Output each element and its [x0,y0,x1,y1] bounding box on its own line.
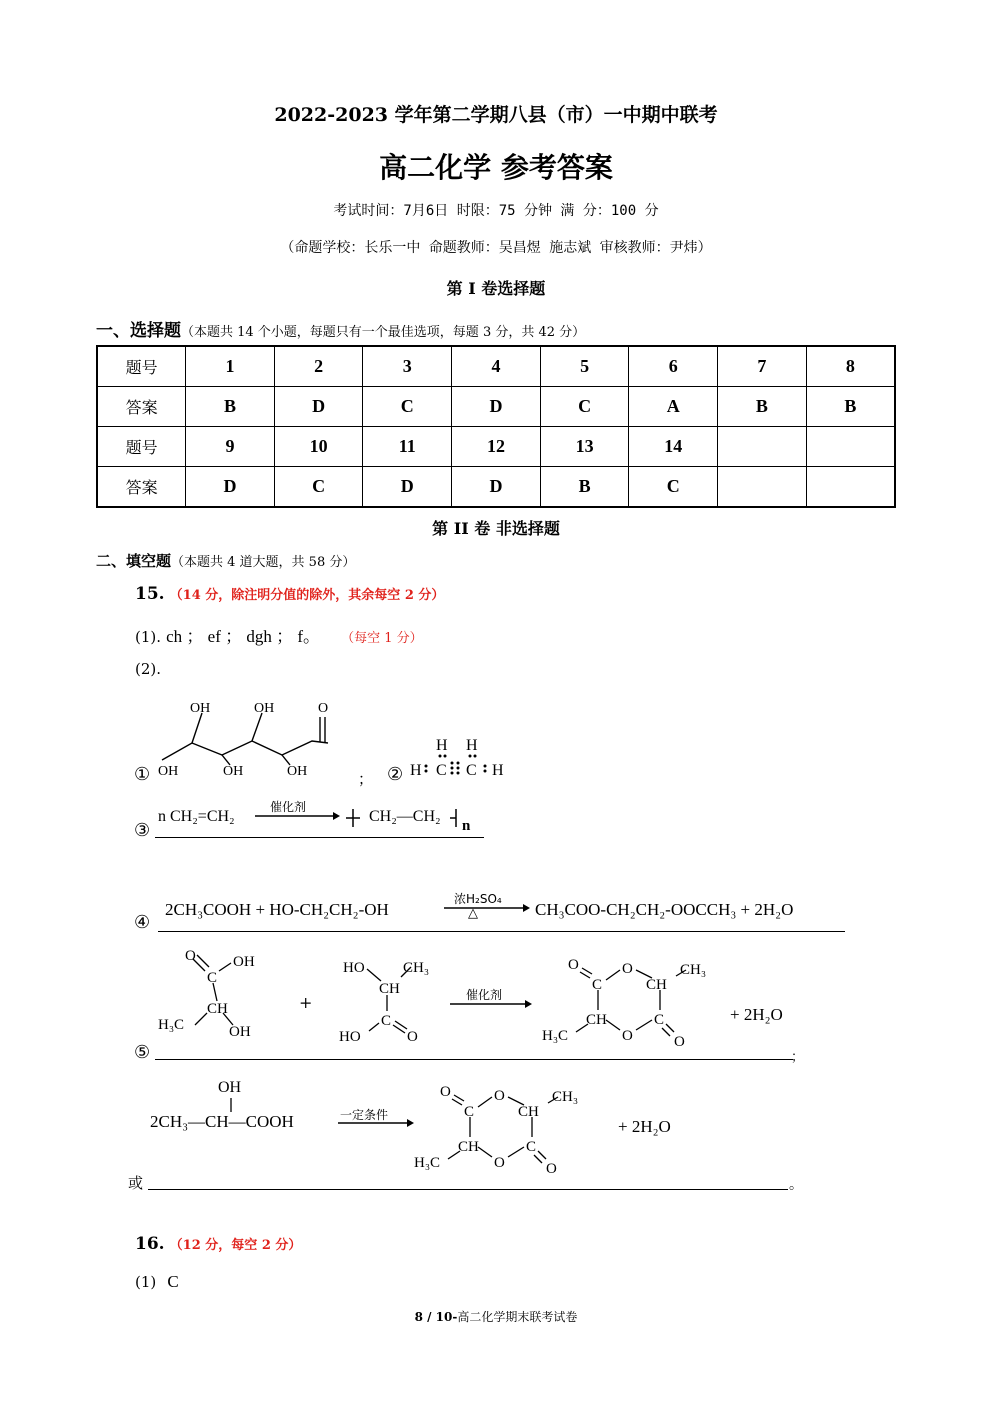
table-cell: B [186,387,275,427]
exam-info: 考试时间：7月6日 时限：75 分钟 满 分：100 分 [333,203,659,219]
table-cell: D [363,467,452,508]
eq3-right: CH₂—CH₂ [369,808,441,825]
eq5-plus: + [299,993,313,1012]
m1-oh2: OH [229,1024,251,1040]
answer-table [96,345,896,508]
ring1-ch2: CH [586,1012,607,1028]
table-cell: 10 [274,427,363,467]
part1-title: 第 I 卷选择题 [446,279,546,298]
circle-number-2: ② [387,764,404,785]
m1-o: O [185,948,196,964]
table-cell [806,467,895,508]
row-label: 题号 [97,427,186,467]
document-title: 高二化学 参考答案 [379,151,613,184]
glucose-oh-bot2: OH [223,764,244,779]
table-row [97,387,895,427]
table-cell: 7 [718,346,807,387]
table-cell: 1 [186,346,275,387]
table-cell: C [363,387,452,427]
eq3-arrow [255,810,340,822]
eq6-period: 。 [789,1177,803,1193]
page-footer [0,1308,992,1325]
ethylene-h-top1: H [436,737,448,754]
eq3-bracket-right [450,808,462,828]
m2-ch: CH [379,981,400,997]
table-cell: D [274,387,363,427]
m2-ho2: HO [339,1029,361,1045]
ethylene-c1: C [436,762,447,779]
eq4-right: CH₃COO-CH₂CH₂-OOCCH₃ + 2H₂O [535,900,794,919]
ring2-c1: C [464,1104,475,1120]
eq3-catalyst: 催化剂 [270,800,307,814]
table-cell: 2 [274,346,363,387]
ring2-o4: O [546,1161,557,1177]
m2-c: C [381,1013,392,1029]
table-cell: 6 [629,346,718,387]
table-cell: 5 [540,346,629,387]
q16-number: 16. [135,1234,165,1254]
table-cell: 8 [806,346,895,387]
q16-header [135,1234,301,1254]
ring2-c2: C [526,1139,537,1155]
table-cell: 9 [186,427,275,467]
eq6-oh: OH [218,1079,242,1096]
part2-title: 第 II 卷 非选择题 [432,519,560,538]
glucose-o: O [318,701,329,716]
answer-line [155,837,484,838]
ethylene-h-right: H [492,762,504,779]
page-number: 8 / 10- [414,1310,458,1324]
glucose-oh-bot1: OH [158,764,179,779]
table-cell: D [452,467,541,508]
circle-number-1: ① [134,764,151,785]
m2-ch3: CH₃ [403,960,430,976]
ring2-ch3: CH₃ [552,1089,579,1105]
eq6-arrow [338,1117,414,1129]
row-label: 答案 [97,467,186,508]
separator: ； [358,770,374,788]
q16-p1-label: (1) [135,1273,157,1291]
table-row [97,467,895,508]
table-cell: B [718,387,807,427]
table-cell: C [629,467,718,508]
table-cell: 4 [452,346,541,387]
section2-heading [96,550,355,571]
circle-number-4: ④ [134,912,151,933]
table-cell [718,427,807,467]
answer-line [158,931,845,932]
q15-part1 [135,622,423,647]
row-label: 答案 [97,387,186,427]
table-cell: C [540,387,629,427]
circle-number-3: ③ [134,820,151,841]
ring1-o2: O [622,961,633,977]
glucose-oh-top1: OH [190,701,211,716]
eq5-catalyst: 催化剂 [466,988,503,1002]
m1-c: C [207,970,218,986]
ring2-ch2: CH [458,1139,479,1155]
answer-line [155,1059,793,1060]
ring1-o4: O [674,1034,685,1050]
ring1-ch1: CH [646,977,667,993]
ethylene-h-top2: H [466,737,478,754]
table-cell: 3 [363,346,452,387]
q16-part1 [135,1272,179,1292]
ring2-o2: O [494,1088,505,1104]
table-cell: D [452,387,541,427]
table-cell: C [274,467,363,508]
eq5-semicolon: ； [791,1050,805,1065]
table-cell: 13 [540,427,629,467]
ring1-h3c: H₃C [542,1028,569,1044]
lactic-acid-molecule-1 [155,945,265,1045]
eq4-arrow [444,902,530,914]
ethylene-h-left: H [410,762,422,779]
ring2-h3c: H₃C [414,1155,441,1171]
ring1-ch3: CH₃ [680,962,707,978]
q16-p1-answer: C [167,1272,179,1291]
ring2-o1: O [440,1084,451,1100]
q16-score-note: （12 分，每空 2 分） [169,1238,302,1253]
eq5-water: + 2H₂O [730,1005,783,1024]
eq3-left: n CH₂=CH₂ [158,808,235,825]
section1-note: （本题共 14 个小题，每题只有一个最佳选项，每题 3 分，共 42 分） [181,325,586,340]
m2-ho1: HO [343,960,365,976]
ethylene-dot-structure [410,735,520,785]
table-cell: 11 [363,427,452,467]
eq6-water: + 2H₂O [618,1117,671,1136]
ring2-ch1: CH [518,1104,539,1120]
eq3-subscript-n: n [462,818,471,834]
ring1-o1: O [568,957,579,973]
m1-h3c: H₃C [158,1017,185,1033]
table-cell: D [186,467,275,508]
q15-number: 15. [135,584,165,604]
table-cell: 14 [629,427,718,467]
table-cell: 12 [452,427,541,467]
table-cell: B [806,387,895,427]
header-line: 2022-2023 学年第二学期八县（市）一中期中联考 [274,104,718,126]
footer-doc-name: 高二化学期末联考试卷 [457,1310,578,1324]
table-cell: B [540,467,629,508]
glucose-oh-top2: OH [254,701,275,716]
lactic-acid-molecule-2 [335,955,445,1050]
eq4-heat: △ [468,906,478,921]
eq4-left: 2CH₃COOH + HO-CH₂CH₂-OH [165,900,389,919]
table-row [97,427,895,467]
m1-oh1: OH [233,954,255,970]
ring1-c1: C [592,977,603,993]
section1-heading [96,316,585,341]
ring1-c2: C [654,1012,665,1028]
row-label: 题号 [97,346,186,387]
q15-p1-label: (1). [135,628,162,646]
ring2-o3: O [494,1155,505,1171]
lactide-ring-2 [412,1075,592,1180]
glucose-oh-bot3: OH [287,764,308,779]
circle-number-5: ⑤ [134,1042,151,1063]
q15-p2-label: (2). [135,660,162,678]
table-cell: A [629,387,718,427]
table-cell [806,427,895,467]
or-label: 或 [128,1174,144,1192]
q15-p1-answer: ch ； ef ； dgh ； f。 [166,627,321,646]
section2-note: （本题共 4 道大题，共 58 分） [171,555,356,570]
q15-header [135,584,444,604]
glucose-structure [150,695,350,785]
ethylene-c2: C [466,762,477,779]
eq6-left: 2CH₃—CH—COOH [150,1112,294,1131]
table-row [97,346,895,387]
m1-ch: CH [207,1001,228,1017]
table-cell [718,467,807,508]
author-info: （命题学校：长乐一中 命题教师：吴昌煜 施志斌 审核教师：尹炜） [280,240,712,256]
answer-line [148,1189,788,1190]
eq5-arrow [450,998,532,1010]
section1-title: 一、选择题 [96,321,181,341]
lactide-ring-1 [540,948,720,1053]
section2-title: 二、填空题 [96,552,172,570]
ring1-o3: O [622,1028,633,1044]
eq3-bracket-left [346,808,360,828]
q15-p1-note: （每空 1 分） [341,631,423,646]
q15-score-note: （14 分，除注明分值的除外，其余每空 2 分） [169,588,445,603]
eq4-catalyst: 浓H₂SO₄ [454,892,502,906]
eq6-condition: 一定条件 [340,1108,389,1122]
m2-o: O [407,1029,418,1045]
